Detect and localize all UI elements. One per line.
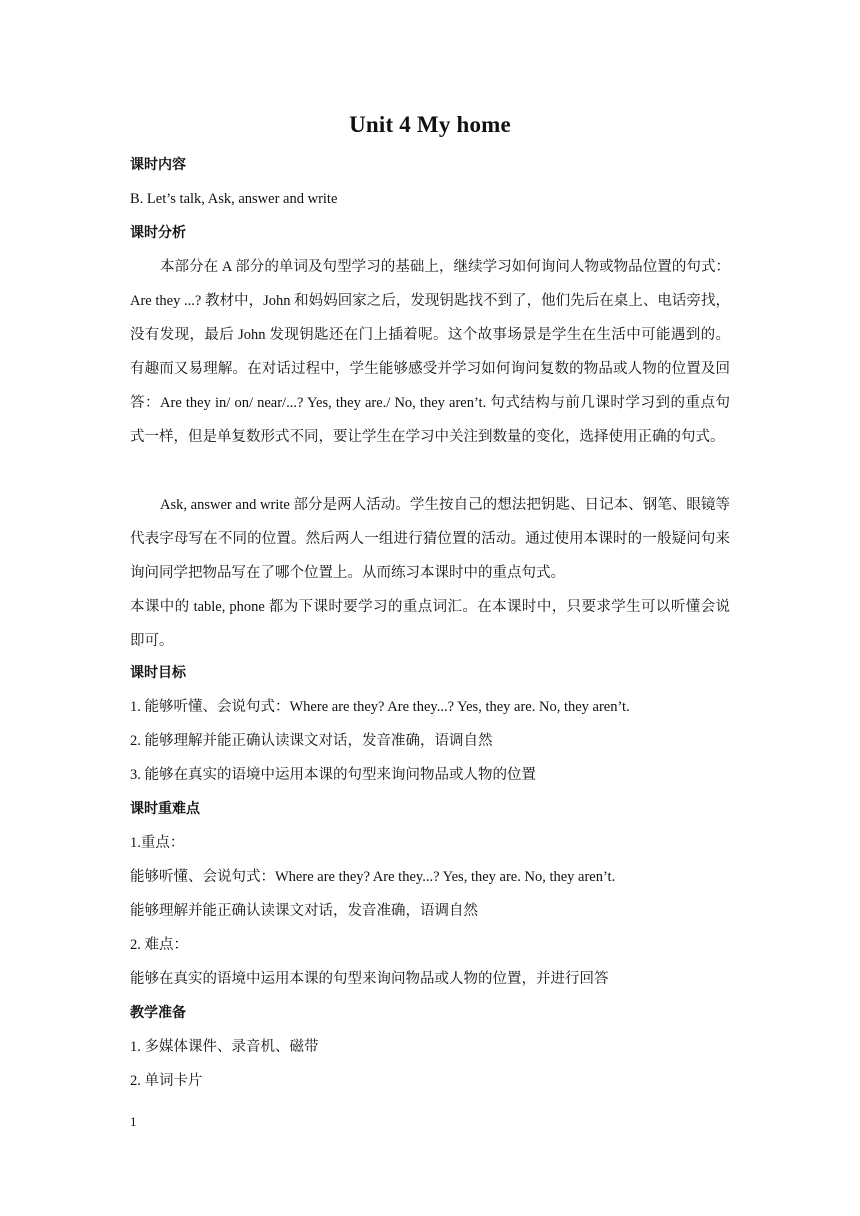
goal-item-2: 2. 能够理解并能正确认读课文对话，发音准确，语调自然 — [130, 733, 493, 749]
goals-heading: 课时目标 — [130, 665, 186, 681]
content-heading: 课时内容 — [130, 157, 186, 173]
key-point-label: 1.重点： — [130, 835, 185, 851]
prep-item-1: 1. 多媒体课件、录音机、磁带 — [130, 1039, 319, 1055]
goal-item-3: 3. 能够在真实的语境中运用本课的句型来询问物品或人物的位置 — [130, 767, 536, 783]
prep-item-2: 2. 单词卡片 — [130, 1073, 203, 1089]
key-point-item-1: 能够听懂、会说句式：Where are they? Are they...? Yes, they are. No, they aren’t. — [130, 869, 616, 885]
key-point-item-2: 能够理解并能正确认读课文对话，发音准确，语调自然 — [130, 903, 478, 919]
goal-item-1: 1. 能够听懂、会说句式：Where are they? Are they...? Yes, they are. No, they aren’t. — [130, 699, 630, 715]
page-title: Unit 4 My home — [349, 112, 511, 137]
key-points-heading: 课时重难点 — [130, 801, 200, 817]
analysis-paragraph-1: 本部分在 A 部分的单词及句型学习的基础上，继续学习如何询问人物或物品位置的句式：Are they ...? 教材中，John 和妈妈回家之后，发现钥匙找不到了，他们先后在桌上、电话旁找，没有发现，最后 John 发现钥匙还在门上插着呢。这个故事场景是学生在生活中可能遇到的。有趣而又易理解。在对话过程中，学生能够感受并学习如何询问复数的物品或人物的位置及回答：Are they in/ on/ near/...? Yes, they are./ No, they aren’t. 句式结构与前几课时学习到的重点句式一样，但是单复数形式不同，要让学生在学习中关注到数量的变化，选择使用正确的句式。 — [130, 259, 730, 445]
analysis-heading: 课时分析 — [130, 225, 186, 241]
analysis-paragraph-2: Ask, answer and write 部分是两人活动。学生按自己的想法把钥匙、日记本、钢笔、眼镜等代表字母写在不同的位置。然后两人一组进行猜位置的活动。通过使用本课时的一般疑问句来询问同学把物品写在了哪个位置上。从而练习本课时中的重点句式。 — [130, 497, 730, 581]
content-text: B. Let’s talk, Ask, answer and write — [130, 191, 338, 207]
analysis-paragraph-3: 本课中的 table, phone 都为下课时要学习的重点词汇。在本课时中，只要求学生可以听懂会说即可。 — [130, 599, 730, 649]
page-number: 1 — [130, 1114, 137, 1129]
prep-heading: 教学准备 — [130, 1005, 186, 1021]
difficulty-label: 2. 难点： — [130, 937, 188, 953]
difficulty-item: 能够在真实的语境中运用本课的句型来询问物品或人物的位置，并进行回答 — [130, 971, 609, 987]
